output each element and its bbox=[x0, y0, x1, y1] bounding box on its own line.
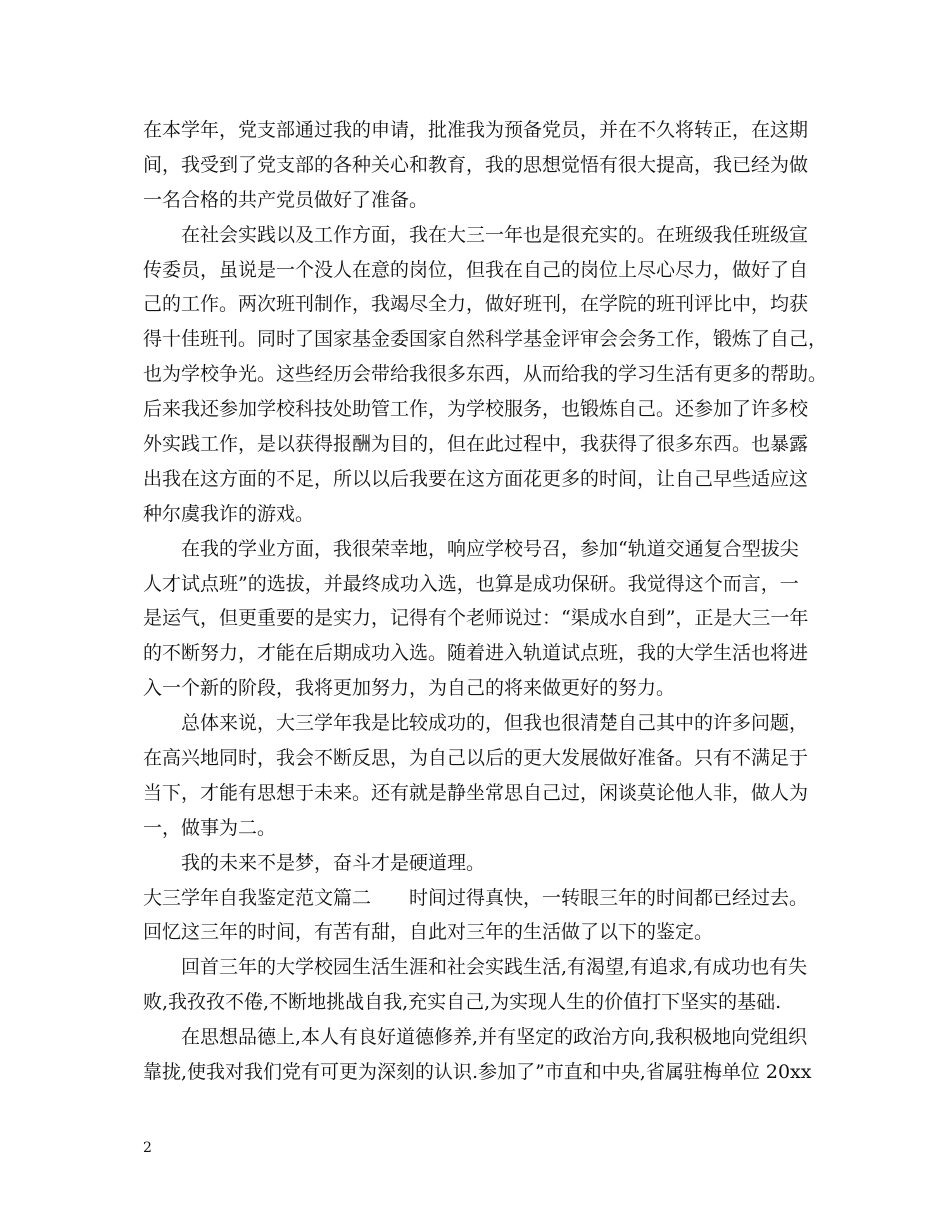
text-line: 后来我还参加学校科技处助管工作，为学校服务，也锻炼自己。还参加了许多校 bbox=[143, 398, 809, 421]
text-line: 靠拢,使我对我们党有可更为深刻的认识.参加了”市直和中央,省属驻梅单位 20xx bbox=[143, 1061, 812, 1084]
text-line: 在本学年，党支部通过我的申请，批准我为预备党员，并在不久将转正，在这期 bbox=[143, 119, 809, 141]
document-body bbox=[143, 113, 828, 1090]
paragraph-start-line: 总体来说，大三学年我是比较成功的，但我也很清楚自己其中的许多问题， bbox=[181, 712, 809, 735]
text-line: 外实践工作，是以获得报酬为目的，但在此过程中，我获得了很多东西。也暴露 bbox=[143, 433, 809, 456]
text-line: 当下，才能有思想于未来。还有就是静坐常思自己过，闲谈莫论他人非，做人为 bbox=[143, 781, 809, 804]
paragraph-start-line: 在我的学业方面，我很荣幸地，响应学校号召，参加“轨道交通复合型拔尖 bbox=[181, 537, 799, 560]
text-line: 己的工作。两次班刊制作，我竭尽全力，做好班刊，在学院的班刊评比中，均获 bbox=[143, 293, 809, 316]
text-line: 败,我孜孜不倦,不断地挑战自我,充实自己,为实现人生的价值打下坚实的基础. bbox=[143, 991, 782, 1014]
page-number: 2 bbox=[143, 1140, 152, 1156]
text-line: 人才试点班”的选拔，并最终成功入选，也算是成功保研。我觉得这个而言，一 bbox=[143, 572, 799, 595]
text-line: 是运气，但更重要的是实力，记得有个老师说过：“渠成水自到”，正是大三一年 bbox=[143, 607, 809, 630]
paragraph-start-line: 我的未来不是梦，奋斗才是硬道理。 bbox=[181, 851, 486, 874]
section-heading-line: 大三学年自我鉴定范文篇二 时间过得真快，一转眼三年的时间都已经过去。 bbox=[143, 886, 809, 909]
paragraph-start-line: 在思想品德上,本人有良好道德修养,并有坚定的政治方向,我积极地向党组织 bbox=[181, 1026, 808, 1049]
text-line: 一名合格的共产党员做好了准备。 bbox=[143, 188, 429, 211]
paragraph-start-line: 在社会实践以及工作方面，我在大三一年也是很充实的。在班级我任班级宣 bbox=[181, 223, 809, 246]
text-line: 间，我受到了党支部的各种关心和教育，我的思想觉悟有很大提高，我已经为做 bbox=[143, 153, 809, 176]
text-line: 入一个新的阶段，我将更加努力，为自己的将来做更好的努力。 bbox=[143, 677, 676, 700]
text-line: 种尔虞我诈的游戏。 bbox=[143, 502, 315, 525]
text-line: 出我在这方面的不足，所以以后我要在这方面花更多的时间，让自己早些适应这 bbox=[143, 467, 809, 490]
text-line: 一，做事为二。 bbox=[143, 816, 277, 839]
text-line: 传委员，虽说是一个没人在意的岗位，但我在自己的岗位上尽心尽力，做好了自 bbox=[143, 258, 809, 281]
text-line: 的不断努力，才能在后期成功入选。随着进入轨道试点班，我的大学生活也将进 bbox=[143, 642, 809, 665]
text-line: 在高兴地同时，我会不断反思，为自己以后的更大发展做好准备。只有不满足于 bbox=[143, 747, 809, 770]
text-line: 得十佳班刊。同时了国家基金委国家自然科学基金评审会会务工作，锻炼了自己， bbox=[143, 328, 828, 351]
paragraph-start-line: 回首三年的大学校园生活生涯和社会实践生活,有渴望,有追求,有成功也有失 bbox=[181, 956, 808, 979]
text-line: 也为学校争光。这些经历会带给我很多东西，从而给我的学习生活有更多的帮助。 bbox=[143, 363, 828, 386]
text-line: 回忆这三年的时间，有苦有甜，自此对三年的生活做了以下的鉴定。 bbox=[143, 921, 714, 944]
